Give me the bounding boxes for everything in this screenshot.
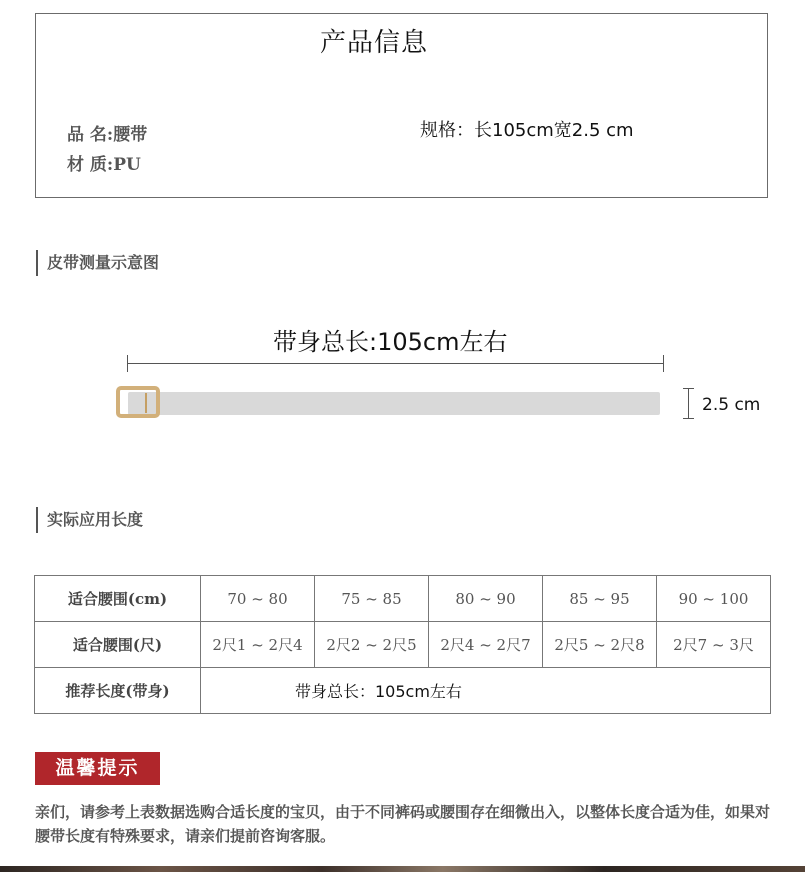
table-cell: 85 ~ 95 [543,576,657,622]
table-row [35,668,771,714]
usage-heading: 实际应用长度 [36,507,143,533]
table-cell: 80 ~ 90 [429,576,543,622]
table-row [35,622,771,668]
product-material: 材 质:PU [67,155,141,175]
belt-buckle-icon [116,386,160,418]
length-tick-left [127,355,128,372]
table-cell: 2尺4 ~ 2尺7 [429,622,543,668]
size-table [34,575,771,714]
product-name: 品 名:腰带 [67,125,148,145]
belt-width-label: 2.5 cm [702,395,761,415]
measure-heading: 皮带测量示意图 [36,250,159,276]
table-cell: 2尺7 ~ 3尺 [657,622,771,668]
width-dimension-line [688,388,689,418]
row-header: 适合腰围(cm) [35,576,201,622]
reminder-badge: 温馨提示 [35,752,160,785]
bottom-photo-strip [0,866,805,872]
table-cell: 2尺2 ~ 2尺5 [315,622,429,668]
recommend-value: 带身总长：105cm左右 [201,668,771,714]
belt-strap [128,392,660,415]
table-cell: 75 ~ 85 [315,576,429,622]
table-row [35,576,771,622]
buckle-pin [145,393,147,413]
row-header: 适合腰围(尺) [35,622,201,668]
table-cell: 70 ~ 80 [201,576,315,622]
table-cell: 2尺5 ~ 2尺8 [543,622,657,668]
belt-total-length: 带身总长:105cm左右 [273,328,508,356]
width-cap-bottom [683,418,694,419]
row-header: 推荐长度(带身) [35,668,201,714]
table-cell: 90 ~ 100 [657,576,771,622]
product-spec: 规格：长105cm宽2.5 cm [420,120,634,141]
reminder-text: 亲们，请参考上表数据选购合适长度的宝贝，由于不同裤码或腰围存在细微出入，以整体长度合适为佳，如果对腰带长度有特殊要求，请亲们提前咨询客服。 [35,803,771,845]
product-info-title: 产品信息 [320,28,429,58]
length-tick-right [663,355,664,372]
length-dimension-line [128,363,664,364]
table-cell: 2尺1 ~ 2尺4 [201,622,315,668]
